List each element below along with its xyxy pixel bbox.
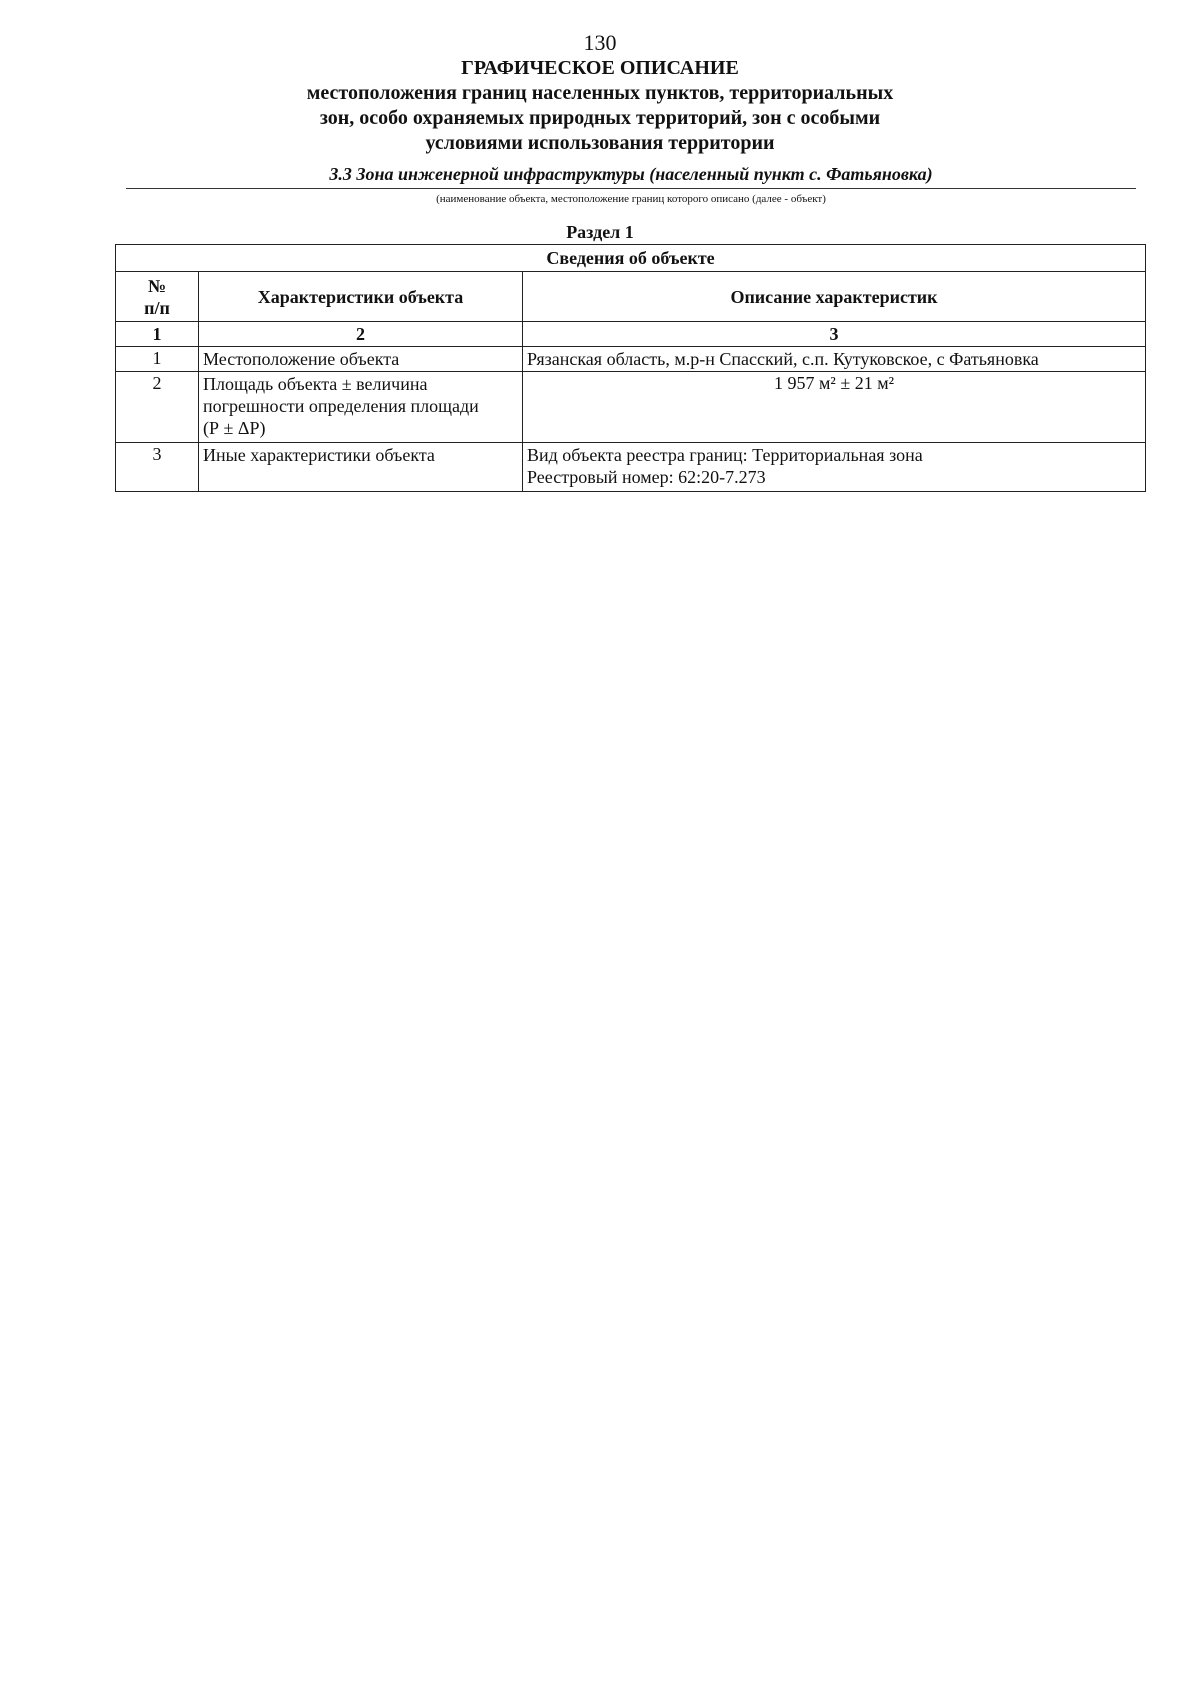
column-number: 3 <box>523 322 1146 347</box>
page-number: 130 <box>583 30 617 55</box>
table-row <box>116 372 1146 443</box>
title-line-1: ГРАФИЧЕСКОЕ ОПИСАНИЕ <box>461 57 739 79</box>
column-number: 1 <box>116 322 199 347</box>
section-title: Раздел 1 <box>566 222 634 242</box>
object-info-table <box>115 244 1146 492</box>
row-characteristic: Местоположение объекта <box>199 347 523 372</box>
row-description <box>523 443 1146 492</box>
table-row <box>116 443 1146 492</box>
title-line-2: местоположения границ населенных пунктов, территориальных <box>306 82 894 104</box>
object-name-caption: (наименование объекта, местоположение границ которого описано (далее - объект) <box>436 193 826 205</box>
description-line: Реестровый номер: 62:20-7.273 <box>527 467 766 487</box>
column-number-row <box>116 322 1146 347</box>
row-num: 1 <box>116 347 199 372</box>
table-header-row <box>116 272 1146 322</box>
row-characteristic <box>199 372 523 443</box>
row-num: 2 <box>116 372 199 443</box>
table-caption-row <box>116 245 1146 272</box>
header-num-line2: п/п <box>144 297 170 318</box>
table-caption: Сведения об объекте <box>116 245 1146 272</box>
header-description: Описание характеристик <box>523 272 1146 322</box>
document-title <box>0 56 1200 156</box>
characteristic-line: (Р ± ΔР) <box>203 418 266 438</box>
row-description: Рязанская область, м.р-н Спасский, с.п. Кутуковское, с Фатьяновка <box>523 347 1146 372</box>
table-row <box>116 347 1146 372</box>
header-num <box>116 272 199 322</box>
characteristic-line: погрешности определения площади <box>203 396 479 416</box>
description-line: Вид объекта реестра границ: Территориальная зона <box>527 445 923 465</box>
column-number: 2 <box>199 322 523 347</box>
row-num: 3 <box>116 443 199 492</box>
row-description: 1 957 м² ± 21 м² <box>523 372 1146 443</box>
object-name: 3.3 Зона инженерной инфраструктуры (населенный пункт с. Фатьяновка) <box>126 162 1136 189</box>
characteristic-line: Площадь объекта ± величина <box>203 374 428 394</box>
header-characteristics: Характеристики объекта <box>199 272 523 322</box>
title-line-4: условиями использования территории <box>425 132 775 154</box>
header-num-line1: № <box>147 275 167 296</box>
row-characteristic: Иные характеристики объекта <box>199 443 523 492</box>
title-line-3: зон, особо охраняемых природных территорий, зон с особыми <box>319 107 881 129</box>
